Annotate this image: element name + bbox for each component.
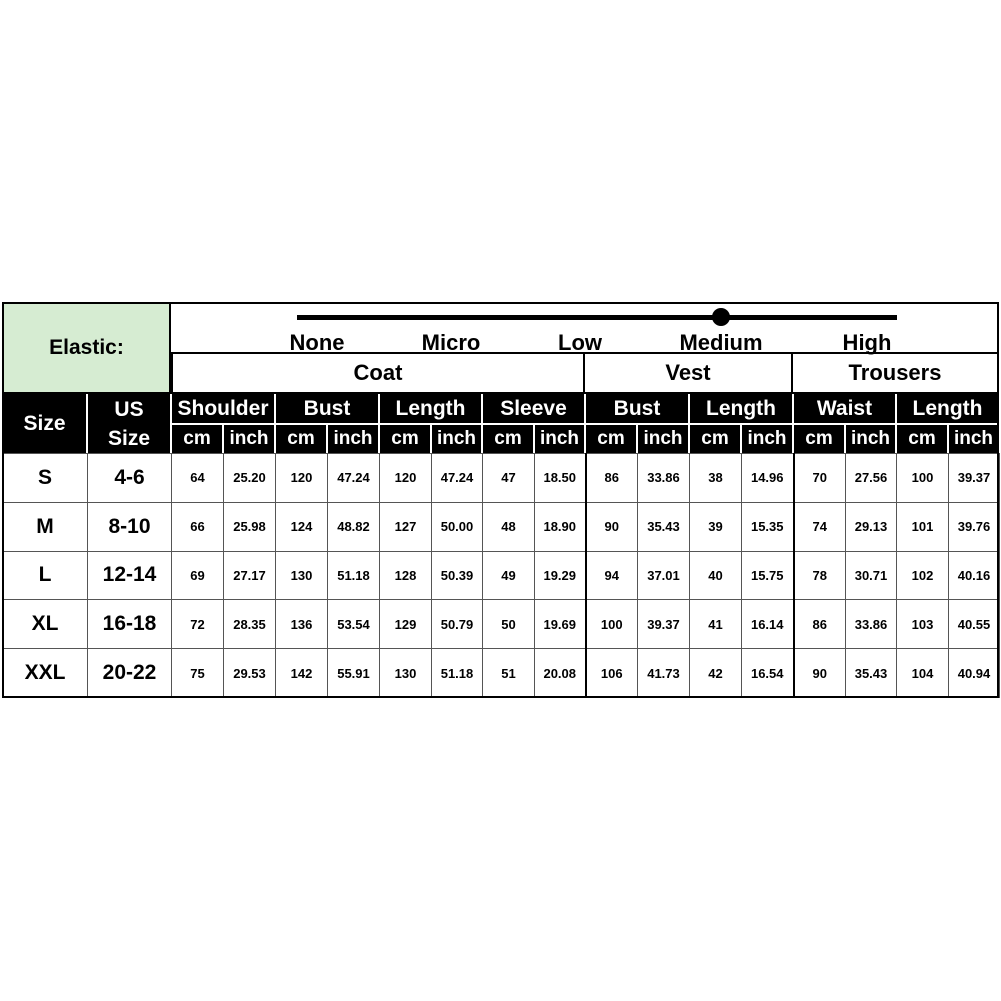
header-coat-shoulder: Shoulder [177, 396, 269, 420]
unit-divider [222, 424, 224, 453]
value-cell: 53.54 [328, 600, 380, 649]
value-cell: 16.54 [742, 649, 794, 698]
value-cell: 48 [483, 502, 535, 551]
unit-cm: cm [908, 428, 936, 449]
value-cell: 27.17 [224, 551, 276, 600]
unit-divider [533, 424, 535, 453]
group-coat: Coat [171, 354, 585, 394]
us-size-cell: 8-10 [88, 502, 172, 551]
value-cell: 18.90 [535, 502, 586, 551]
elastic-selected-marker [712, 308, 730, 326]
value-cell: 64 [172, 454, 224, 503]
unit-inch: inch [747, 428, 787, 449]
unit-divider [740, 424, 742, 453]
value-cell: 25.98 [224, 502, 276, 551]
value-cell: 27.56 [846, 454, 897, 503]
group-vest: Vest [585, 354, 793, 394]
value-cell: 102 [897, 551, 949, 600]
unit-cm: cm [391, 428, 419, 449]
value-cell: 29.53 [224, 649, 276, 698]
value-cell: 86 [586, 454, 638, 503]
us-size-cell: 12-14 [88, 551, 172, 600]
value-cell: 40 [690, 551, 742, 600]
value-cell: 74 [794, 502, 846, 551]
value-cell: 100 [897, 454, 949, 503]
value-cell: 72 [172, 600, 224, 649]
value-cell: 35.43 [638, 502, 690, 551]
us-size-cell: 16-18 [88, 600, 172, 649]
header-trousers-waist: Waist [816, 396, 873, 420]
value-cell: 69 [172, 551, 224, 600]
value-cell: 130 [380, 649, 432, 698]
unit-cm: cm [287, 428, 315, 449]
header-us-line1: US [114, 397, 144, 421]
value-cell: 47 [483, 454, 535, 503]
table-row [3, 502, 1000, 551]
size-cell: M [3, 502, 88, 551]
value-cell: 29.13 [846, 502, 897, 551]
value-cell: 39 [690, 502, 742, 551]
value-cell: 90 [794, 649, 846, 698]
value-cell: 142 [276, 649, 328, 698]
value-cell: 55.91 [328, 649, 380, 698]
header-divider [86, 394, 88, 453]
value-cell: 128 [380, 551, 432, 600]
value-cell: 78 [794, 551, 846, 600]
value-cell: 47.24 [328, 454, 380, 503]
value-cell: 103 [897, 600, 949, 649]
value-cell: 100 [586, 600, 638, 649]
value-cell: 14.96 [742, 454, 794, 503]
unit-divider [844, 424, 846, 453]
size-cell: XL [3, 600, 88, 649]
unit-inch: inch [850, 428, 891, 449]
value-cell: 19.69 [535, 600, 586, 649]
header-vest-length: Length [706, 396, 776, 420]
header-coat-sleeve: Sleeve [500, 396, 567, 420]
value-cell: 120 [276, 454, 328, 503]
us-size-cell: 4-6 [88, 454, 172, 503]
header-us-line2: Size [107, 426, 151, 450]
unit-divider [326, 424, 328, 453]
header-coat-length: Length [395, 396, 466, 420]
unit-inch: inch [539, 428, 580, 449]
value-cell: 90 [586, 502, 638, 551]
value-cell: 49 [483, 551, 535, 600]
elastic-level-high: High [842, 330, 892, 355]
value-cell: 18.50 [535, 454, 586, 503]
value-cell: 66 [172, 502, 224, 551]
table-row [3, 454, 1000, 503]
value-cell: 30.71 [846, 551, 897, 600]
unit-cm: cm [597, 428, 625, 449]
unit-cm: cm [183, 428, 211, 449]
value-cell: 51.18 [328, 551, 380, 600]
value-cell: 40.55 [949, 600, 1000, 649]
value-cell: 136 [276, 600, 328, 649]
value-cell: 37.01 [638, 551, 690, 600]
value-cell: 38 [690, 454, 742, 503]
size-cell: S [3, 454, 88, 503]
unit-cm: cm [701, 428, 729, 449]
value-cell: 120 [380, 454, 432, 503]
us-size-cell: 20-22 [88, 649, 172, 698]
value-cell: 33.86 [846, 600, 897, 649]
group-trousers: Trousers [793, 354, 999, 394]
value-cell: 70 [794, 454, 846, 503]
value-cell: 15.75 [742, 551, 794, 600]
unit-inch: inch [229, 428, 269, 449]
value-cell: 25.20 [224, 454, 276, 503]
unit-divider [430, 424, 432, 453]
value-cell: 39.37 [949, 454, 1000, 503]
elastic-level-low: Low [558, 330, 602, 355]
value-cell: 50.00 [432, 502, 483, 551]
value-cell: 50 [483, 600, 535, 649]
elastic-level-medium: Medium [679, 330, 763, 355]
value-cell: 106 [586, 649, 638, 698]
value-cell: 48.82 [328, 502, 380, 551]
value-cell: 40.94 [949, 649, 1000, 698]
value-cell: 40.16 [949, 551, 1000, 600]
table-row [3, 600, 1000, 649]
value-cell: 51 [483, 649, 535, 698]
unit-cm: cm [494, 428, 522, 449]
value-cell: 41 [690, 600, 742, 649]
value-cell: 33.86 [638, 454, 690, 503]
value-cell: 86 [794, 600, 846, 649]
value-cell: 130 [276, 551, 328, 600]
unit-inch: inch [643, 428, 683, 449]
value-cell: 129 [380, 600, 432, 649]
value-cell: 16.14 [742, 600, 794, 649]
value-cell: 41.73 [638, 649, 690, 698]
table-row [3, 551, 1000, 600]
table-row [3, 649, 1000, 698]
size-chart [2, 302, 999, 698]
unit-divider [947, 424, 949, 453]
unit-inch: inch [333, 428, 373, 449]
value-cell: 15.35 [742, 502, 794, 551]
value-cell: 127 [380, 502, 432, 551]
unit-inch: inch [953, 428, 994, 449]
elastic-level-none: None [289, 330, 345, 355]
value-cell: 39.76 [949, 502, 1000, 551]
header-trousers-length: Length [912, 396, 983, 420]
value-cell: 101 [897, 502, 949, 551]
value-cell: 39.37 [638, 600, 690, 649]
size-cell: XXL [3, 649, 88, 698]
header-size: Size [23, 411, 66, 435]
value-cell: 20.08 [535, 649, 586, 698]
header-coat-bust: Bust [303, 396, 351, 420]
value-cell: 94 [586, 551, 638, 600]
value-cell: 75 [172, 649, 224, 698]
elastic-scale [171, 302, 999, 354]
value-cell: 51.18 [432, 649, 483, 698]
value-cell: 50.39 [432, 551, 483, 600]
column-header-bar [2, 394, 999, 453]
header-vest-bust: Bust [613, 396, 661, 420]
elastic-label: Elastic: [2, 302, 171, 394]
value-cell: 104 [897, 649, 949, 698]
value-cell: 47.24 [432, 454, 483, 503]
value-cell: 50.79 [432, 600, 483, 649]
unit-inch: inch [436, 428, 477, 449]
value-cell: 28.35 [224, 600, 276, 649]
header-row-divider [171, 423, 999, 425]
value-cell: 42 [690, 649, 742, 698]
value-cell: 124 [276, 502, 328, 551]
value-cell: 35.43 [846, 649, 897, 698]
unit-divider [636, 424, 638, 453]
elastic-scale-line [297, 315, 897, 320]
value-cell: 19.29 [535, 551, 586, 600]
size-cell: L [3, 551, 88, 600]
unit-cm: cm [805, 428, 833, 449]
elastic-level-micro: Micro [421, 330, 481, 355]
size-table [2, 453, 1000, 698]
